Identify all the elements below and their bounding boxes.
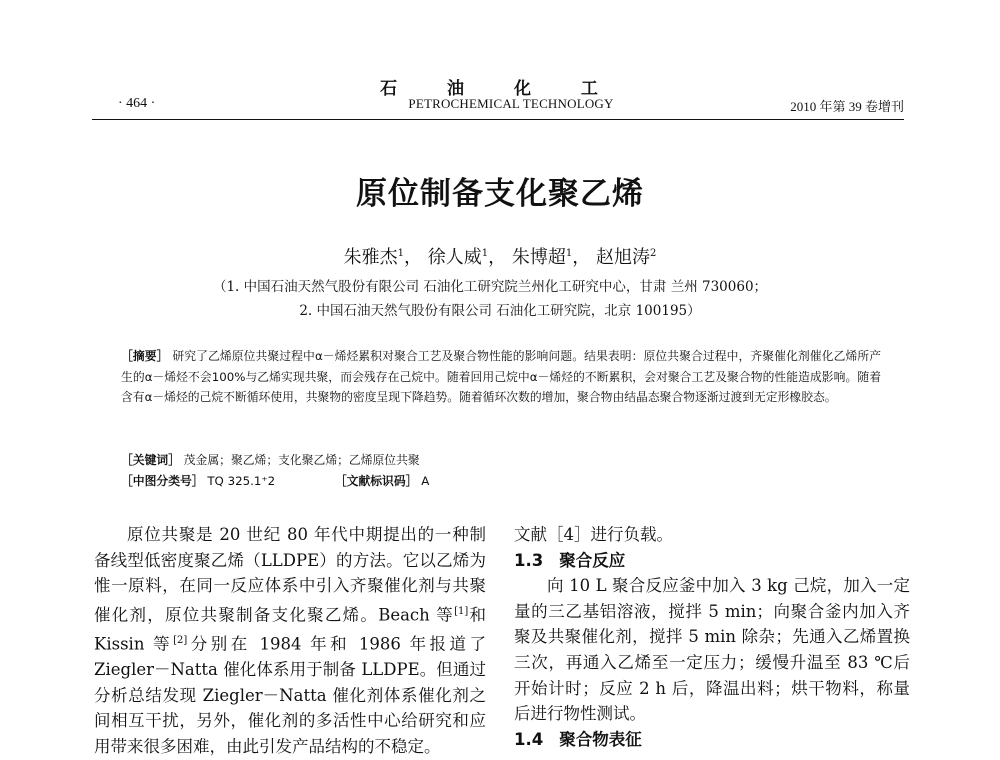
abstract-label: ［摘要］ — [121, 349, 169, 363]
section-heading: 1.3 聚合反应 — [514, 550, 626, 570]
body-column-left — [94, 522, 486, 759]
author-name: 徐人威 — [427, 247, 482, 268]
page-number: · 464 · — [118, 96, 156, 111]
affiliation-1: （1. 中国石油天然气股份有限公司 石油化工研究院兰州化工研究中心，甘肃 兰州 730060； — [212, 279, 768, 295]
clc-code: TQ 325.1⁺2 — [207, 474, 276, 488]
section-heading: 1.4 聚合物表征 — [514, 729, 642, 749]
author-name: 赵旭涛 — [595, 247, 650, 268]
affiliation-2: 2. 中国石油天然气股份有限公司 石油化工研究院，北京 100195） — [299, 303, 701, 319]
article-title: 原位制备支化聚乙烯 — [356, 176, 644, 212]
body-paragraph: 原位共聚是 20 世纪 80 年代中期提出的一种制备线型低密度聚乙烯（LLDPE）的方法。它以乙烯为惟一原料，在同一反应体系中引入齐聚催化剂与共聚催化剂，原位共聚制备支化聚乙烯。Beach 等[1]和 Kissin 等[2]分别在 1984 年和 1986 年报道了 Ziegler－Natta 催化体系用于制备 LLDPE。但通过分析总结发现 Ziegler－Natta 催化剂体系催化剂之间相互干扰，另外，催化剂的多活性中心给研究和应用带来很多困难，由此引发产品结构的不稳定。 — [94, 525, 487, 756]
author-name: 朱雅杰 — [343, 247, 398, 268]
author-affil-mark: 1 — [481, 248, 489, 259]
clc-label: ［中图分类号］ — [121, 474, 204, 488]
body-column-right — [514, 522, 910, 752]
author-affil-mark: 1 — [397, 248, 405, 259]
keywords-label: ［关键词］ — [121, 453, 180, 467]
journal-title-cn: 石 油 化 工 — [380, 79, 620, 99]
author-affil-mark: 2 — [649, 248, 657, 259]
header-rule — [92, 119, 904, 120]
journal-title-en: PETROCHEMICAL TECHNOLOGY — [408, 96, 614, 111]
citation-ref: [1] — [454, 605, 469, 617]
abstract-text: 研究了乙烯原位共聚过程中α－烯烃累积对聚合工艺及聚合物性能的影响问题。结果表明：原位共聚合过程中，齐聚催化剂催化乙烯所产生的α－烯烃不会100%与乙烯实现共聚，而会残存在己烷中。随着回用己烷中α－烯烃的不断累积，会对聚合工艺及聚合物的性能造成影响。随着含有α－烯烃的己烷不断循环使用，共聚物的密度呈现下降趋势。随着循环次数的增加，聚合物由结晶态聚合物逐渐过渡到无定形橡胶态。 — [121, 349, 882, 404]
author-list: 朱雅杰$^1$， 徐人威$^1$， 朱博超$^1$， 赵旭涛$^2$ — [343, 247, 657, 268]
author-name: 朱博超 — [511, 247, 566, 268]
running-header — [118, 96, 904, 116]
issue-info: 2010 年第 39 卷增刊 — [790, 99, 904, 114]
keywords — [121, 451, 881, 468]
classification-line — [121, 472, 881, 489]
body-paragraph: 文献［4］进行负载。 — [514, 525, 673, 544]
author-affil-mark: 1 — [565, 248, 573, 259]
citation-ref: [2] — [173, 634, 188, 646]
doc-code: A — [421, 474, 430, 488]
keywords-text: 茂金属；聚乙烯；支化聚乙烯；乙烯原位共聚 — [183, 453, 420, 467]
doc-code-label: ［文献标识码］ — [334, 474, 418, 488]
body-paragraph: 向 10 L 聚合反应釜中加入 3 kg 己烷，加入一定量的三乙基铝溶液，搅拌 5 min；向聚合釜内加入齐聚及共聚催化剂，搅拌 5 min 除杂；先通入乙烯置换三次，再通入乙烯至一定压力；缓慢升温至 83 ℃后开始计时；反应 2 h 后，降温出料；烘干物料，称量后进行物性测试。 — [514, 576, 910, 724]
abstract — [121, 346, 881, 408]
